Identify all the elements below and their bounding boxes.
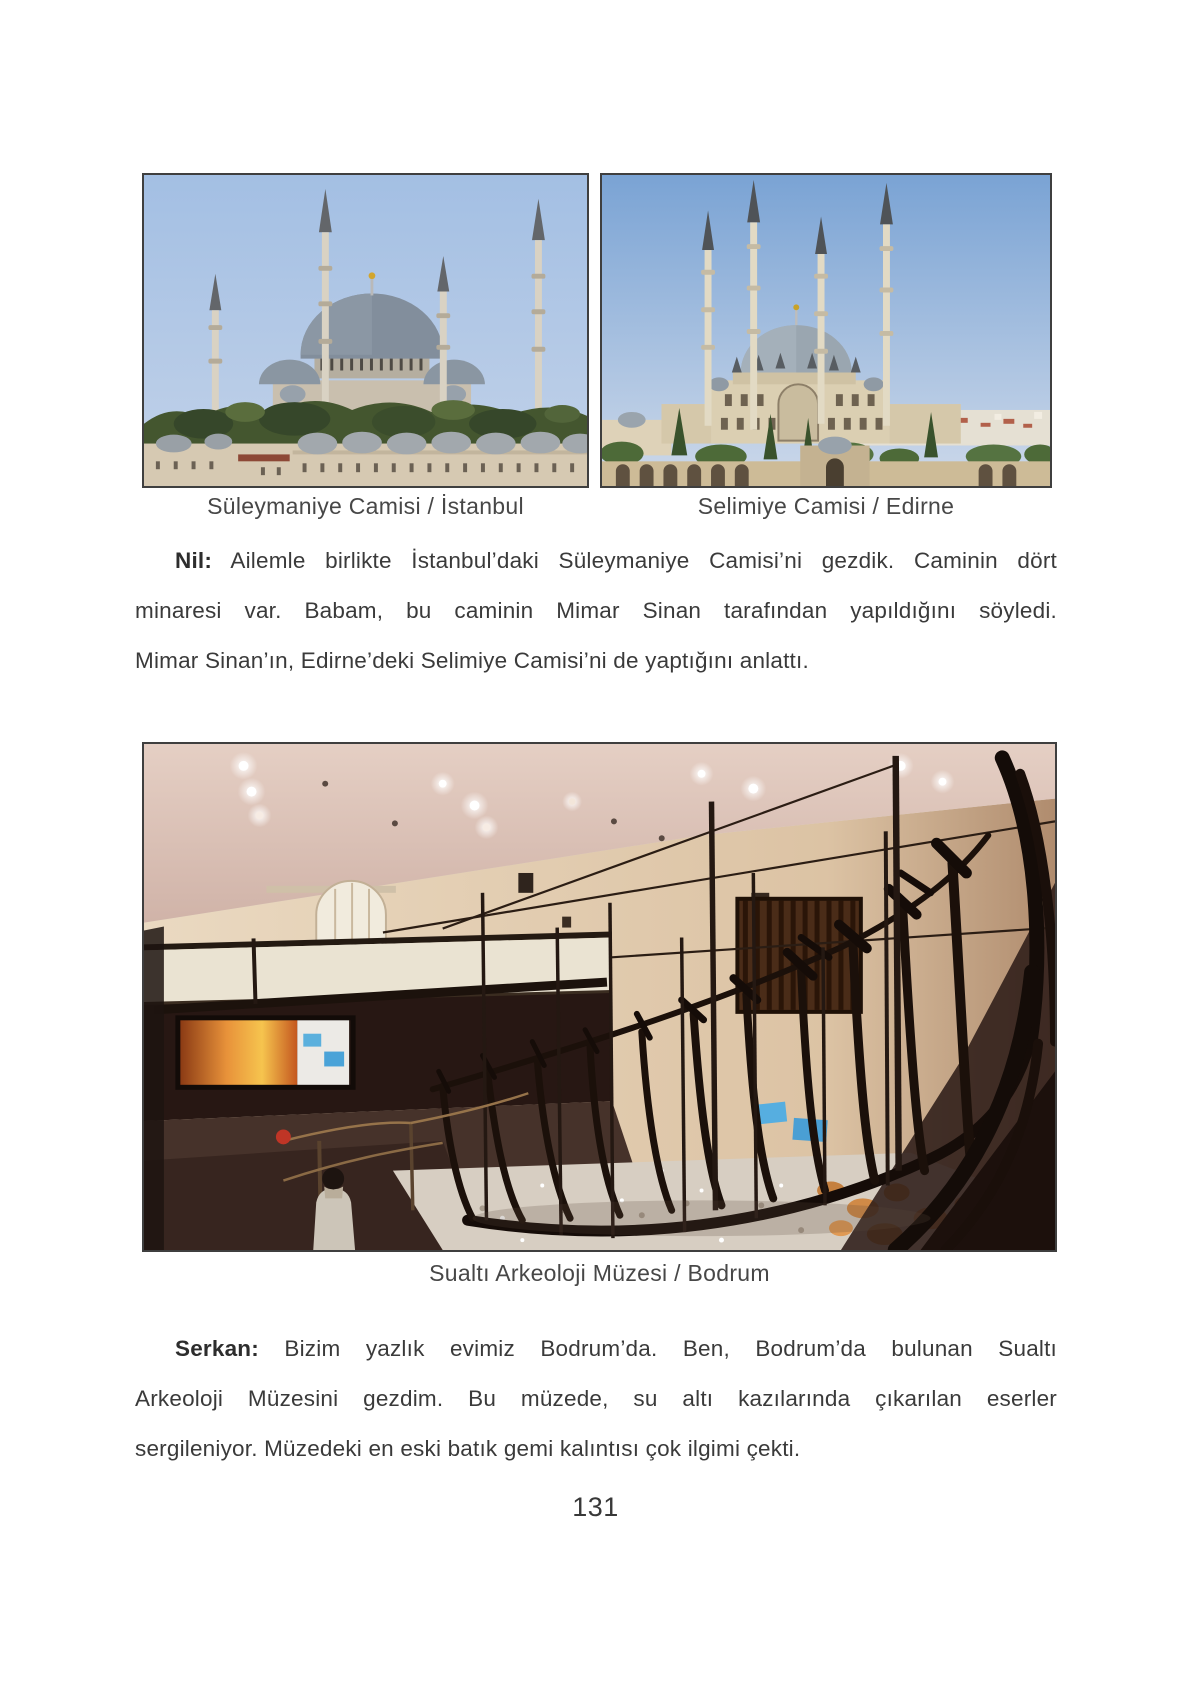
paragraph-nil	[135, 536, 1057, 686]
serkan-line-1-text: Bizim yazlık evimiz Bodrum’da. Ben, Bodrum’da bulunan Sualtı	[284, 1336, 1058, 1361]
speaker-serkan: Serkan:	[175, 1336, 259, 1361]
paragraph-serkan-line-2: Arkeoloji Müzesini gezdim. Bu müzede, su altı kazılarında çıkarılan eserler	[135, 1386, 1057, 1411]
speaker-nil: Nil:	[175, 548, 213, 573]
page-number: 131	[572, 1492, 619, 1522]
suleymaniye-illustration	[144, 175, 587, 486]
paragraph-nil-line-2: minaresi var. Babam, bu caminin Mimar Sinan tarafından yapıldığını söyledi.	[135, 598, 1057, 623]
paragraph-nil-line-3: Mimar Sinan’ın, Edirne’deki Selimiye Camisi’ni de yaptığını anlattı.	[135, 648, 809, 673]
display-window	[178, 1018, 353, 1087]
museum-illustration	[144, 744, 1055, 1250]
caption-suleymaniye: Süleymaniye Camisi / İstanbul	[207, 493, 524, 519]
paragraph-serkan-line-3: sergileniyor. Müzedeki en eski batık gemi kalıntısı çok ilgimi çekti.	[135, 1436, 801, 1461]
selimiye-illustration	[602, 175, 1050, 486]
paragraph-serkan-line-1	[135, 1324, 1057, 1374]
sualti-museum-photo	[142, 742, 1057, 1252]
paragraph-serkan	[135, 1324, 1057, 1474]
caption-selimiye: Selimiye Camisi / Edirne	[697, 493, 955, 519]
nil-line-1-text: Ailemle birlikte İstanbul’daki Süleymaniye Camisi’ni gezdik. Caminin dört	[230, 548, 1057, 573]
suleymaniye-photo	[142, 173, 589, 488]
selimiye-photo	[600, 173, 1052, 488]
paragraph-nil-line-1	[135, 536, 1057, 586]
caption-sualti: Sualtı Arkeoloji Müzesi / Bodrum	[429, 1260, 770, 1286]
